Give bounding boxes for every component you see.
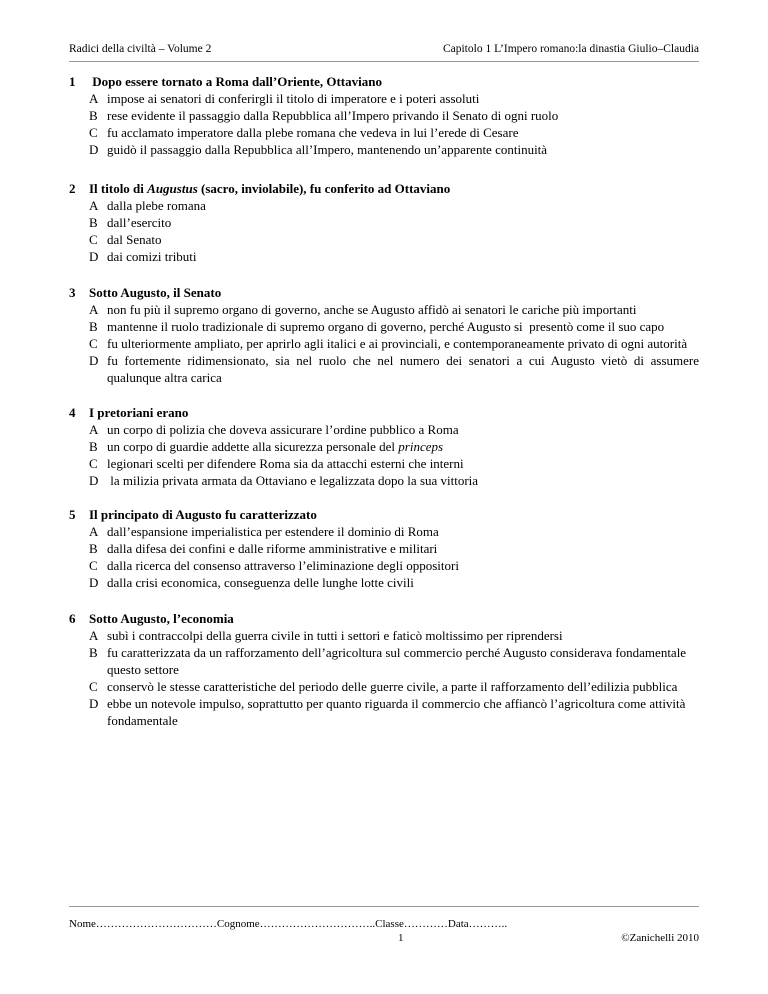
answer-option-d (69, 695, 699, 729)
option-letter: B (89, 541, 98, 556)
answer-option-c (69, 124, 699, 141)
question-stem (69, 284, 699, 301)
question-number: 2 (69, 181, 76, 196)
question-stem (69, 506, 699, 523)
option-letter: D (89, 142, 99, 157)
answer-option-c (69, 231, 699, 248)
option-letter: D (89, 473, 99, 488)
option-text: dai comizi tributi (107, 249, 197, 264)
question-number: 5 (69, 507, 76, 522)
question-text: Sotto Augusto, il Senato (89, 285, 222, 300)
answer-option-a (69, 197, 699, 214)
option-text-italic: princeps (398, 439, 444, 454)
footer-rule (69, 906, 699, 907)
copyright: ©Zanichelli 2010 (621, 932, 699, 944)
answer-option-d (69, 574, 699, 591)
question-text-start: Il titolo di (89, 181, 148, 196)
option-text: rese evidente il passaggio dalla Repubblica all’Impero privando il Senato di ogni ruolo (107, 108, 559, 123)
question-number: 1 (69, 74, 76, 89)
option-letter: D (89, 575, 99, 590)
answer-option-a (69, 523, 699, 540)
answer-option-d (69, 472, 699, 489)
option-letter: D (89, 249, 99, 264)
question-stem (69, 404, 699, 421)
answer-option-b (69, 540, 699, 557)
answer-option-a (69, 627, 699, 644)
option-letter: A (89, 628, 99, 643)
option-letter: A (89, 524, 99, 539)
option-text: subì i contraccolpi della guerra civile in tutti i settori e faticò moltissimo per riprendersi (107, 628, 563, 643)
option-text: fu caratterizzata da un rafforzamento dell’agricoltura sul commercio perché Augusto considerava fondamentale questo settore (107, 645, 687, 677)
option-letter: C (89, 558, 98, 573)
option-letter: B (89, 215, 98, 230)
question-number: 4 (69, 405, 76, 420)
question-3 (69, 284, 699, 386)
answer-option-a (69, 90, 699, 107)
option-text: un corpo di guardie addette alla sicurezza personale del (107, 439, 399, 454)
answer-option-b (69, 644, 699, 678)
option-letter: C (89, 679, 98, 694)
option-letter: C (89, 456, 98, 471)
page-footer (69, 918, 699, 944)
answer-option-a (69, 301, 699, 318)
option-letter: B (89, 645, 98, 660)
option-text: fu ulteriormente ampliato, per aprirlo agli italici e ai provinciali, e contemporaneamente privato di ogni autorità (107, 336, 688, 351)
question-1 (69, 73, 699, 158)
option-letter: D (89, 353, 99, 368)
option-text: dal Senato (107, 232, 162, 247)
question-text-end: (sacro, inviolabile), fu conferito ad Ottaviano (197, 181, 451, 196)
header-book-title: Radici della civiltà – Volume 2 (69, 43, 212, 55)
option-letter: C (89, 232, 98, 247)
option-letter: A (89, 302, 99, 317)
question-text: I pretoriani erano (89, 405, 189, 420)
question-text-italic: Augustus (147, 181, 198, 196)
option-letter: C (89, 336, 98, 351)
answer-option-d (69, 141, 699, 158)
option-letter: C (89, 125, 98, 140)
option-letter: A (89, 422, 99, 437)
option-text: fu fortemente ridimensionato, sia nel ruolo che nel numero dei senatori a cui Augusto vietò di assumere qualunque altra carica (107, 353, 699, 385)
page-number: 1 (398, 932, 404, 944)
question-text: Sotto Augusto, l’economia (89, 611, 234, 626)
answer-option-d (69, 248, 699, 265)
option-text: mantenne il ruolo tradizionale di supremo organo di governo, perché Augusto si presentò come il suo capo (107, 319, 665, 334)
question-6 (69, 610, 699, 729)
option-text: la milizia privata armata da Ottaviano e legalizzata dopo la sua vittoria (107, 473, 479, 488)
answer-option-c (69, 678, 699, 695)
option-text: ebbe un notevole impulso, soprattutto per quanto riguarda il commercio che affiancò l’agricoltura come attività fondamentale (107, 696, 686, 728)
option-letter: B (89, 108, 98, 123)
option-text: dalla difesa dei confini e dalle riforme amministrative e militari (107, 541, 438, 556)
option-text: dalla plebe romana (107, 198, 206, 213)
answer-option-a (69, 421, 699, 438)
question-2 (69, 180, 699, 265)
option-text: fu acclamato imperatore dalla plebe romana che vedeva in lui l’erede di Cesare (107, 125, 519, 140)
question-text: Dopo essere tornato a Roma dall’Oriente, Ottaviano (89, 74, 382, 89)
option-letter: A (89, 91, 99, 106)
answer-option-c (69, 455, 699, 472)
option-letter: D (89, 696, 99, 711)
option-letter: B (89, 319, 98, 334)
question-stem (69, 180, 699, 197)
answer-option-d (69, 352, 699, 386)
header-chapter-title: Capitolo 1 L’Impero romano:la dinastia Giulio–Claudia (442, 43, 699, 55)
question-number: 6 (69, 611, 76, 626)
option-text: dalla crisi economica, conseguenza delle lunghe lotte civili (107, 575, 414, 590)
answer-option-c (69, 335, 699, 352)
option-text: impose ai senatori di conferirgli il titolo di imperatore e i poteri assoluti (107, 91, 480, 106)
option-text: dall’esercito (107, 215, 172, 230)
question-number: 3 (69, 285, 76, 300)
answer-option-b (69, 318, 699, 335)
option-text: non fu più il supremo organo di governo, anche se Augusto affidò ai senatori le cariche più importanti (107, 302, 637, 317)
option-text: legionari scelti per difendere Roma sia da attacchi esterni che interni (107, 456, 464, 471)
question-text: Il principato di Augusto fu caratterizzato (89, 507, 317, 522)
option-letter: A (89, 198, 99, 213)
answer-option-b (69, 107, 699, 124)
answer-option-b (69, 438, 699, 455)
option-text: un corpo di polizia che doveva assicurare l’ordine pubblico a Roma (107, 422, 459, 437)
header-rule (69, 61, 699, 62)
student-info-line: Nome……………………………Cognome…………………………..Classe…………Data……….. (69, 918, 508, 930)
question-stem (69, 610, 699, 627)
question-4 (69, 404, 699, 489)
question-5 (69, 506, 699, 591)
answer-option-b (69, 214, 699, 231)
answer-option-c (69, 557, 699, 574)
option-text: dall’espansione imperialistica per estendere il dominio di Roma (107, 524, 439, 539)
option-text: conservò le stesse caratteristiche del periodo delle guerre civile, a parte il rafforzamento dell’edilizia pubblica (107, 679, 678, 694)
question-stem (69, 73, 699, 90)
option-text: dalla ricerca del consenso attraverso l’eliminazione degli oppositori (107, 558, 459, 573)
option-letter: B (89, 439, 98, 454)
option-text: guidò il passaggio dalla Repubblica all’Impero, mantenendo un’apparente continuità (107, 142, 548, 157)
